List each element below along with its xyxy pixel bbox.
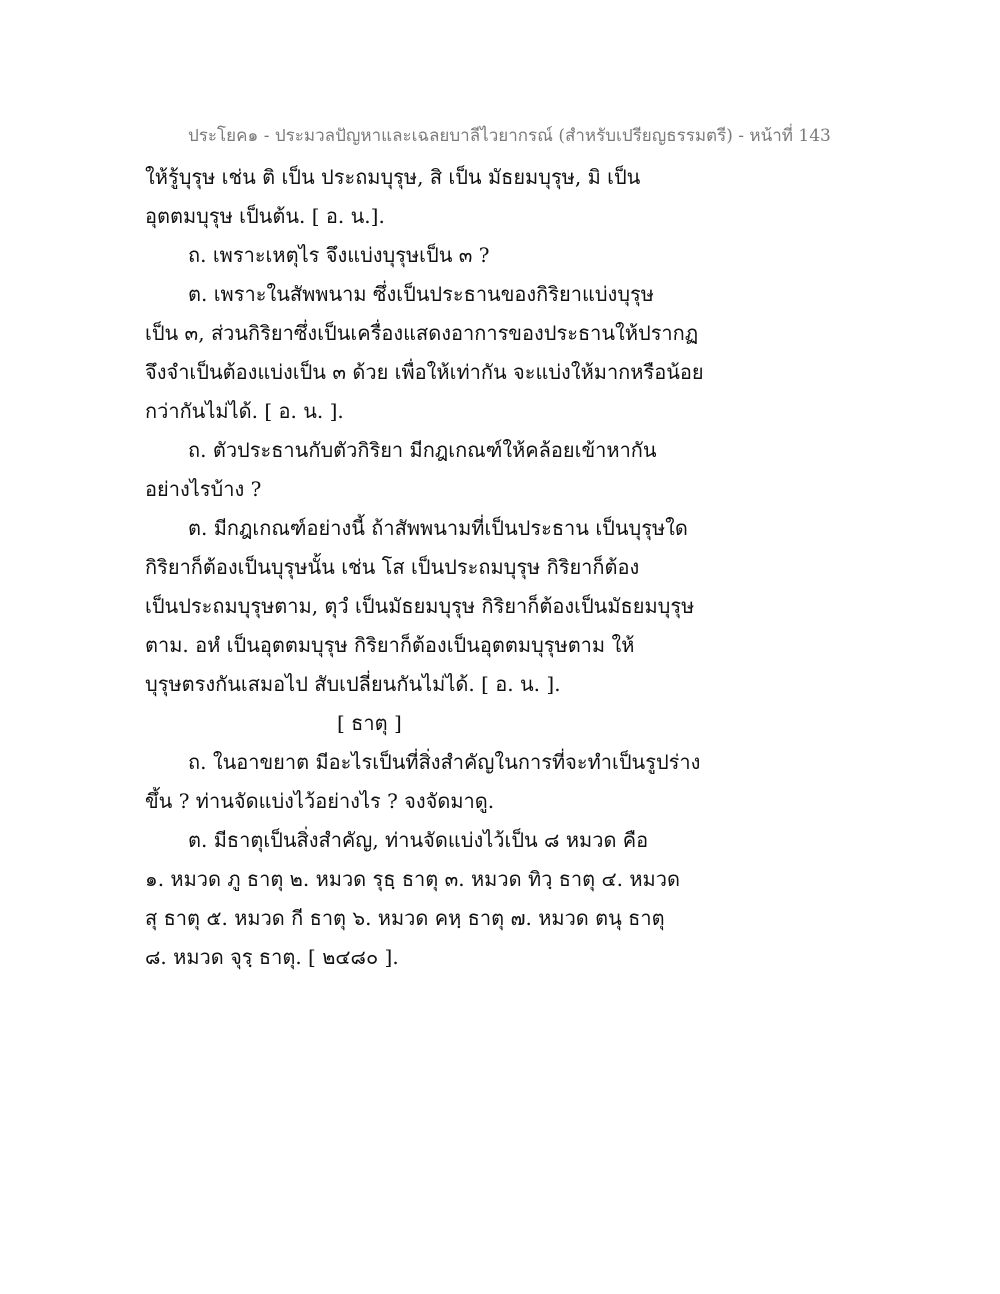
text-line: จึงจำเป็นต้องแบ่งเป็น ๓ ด้วย เพื่อให้เท่ากัน จะแบ่งให้มากหรือน้อย [145,360,704,384]
text-line: เป็นประถมบุรุษตาม, ตุวํ เป็นมัธยมบุรุษ กิริยาก็ต้องเป็นมัธยมบุรุษ [145,594,695,618]
question-line: ถ. ตัวประธานกับตัวกิริยา มีกฎเกณฑ์ให้คล้อยเข้าหากัน [188,438,657,462]
page-header: ประโยค๑ - ประมวลปัญหาและเฉลยบาลีไวยากรณ์ (สำหรับเปรียญธรรมตรี) - หน้าที่ 143 [188,126,831,146]
text-line: กิริยาก็ต้องเป็นบุรุษนั้น เช่น โส เป็นประถมบุรุษ กิริยาก็ต้อง [145,555,640,579]
answer-line: ต. เพราะในสัพพนาม ซึ่งเป็นประธานของกิริยาแบ่งบุรุษ [188,282,654,306]
text-line: สุ ธาตุ ๕. หมวด กี ธาตุ ๖. หมวด คหฺ ธาตุ ๗. หมวด ตนุ ธาตุ [145,906,665,930]
answer-line: ต. มีธาตุเป็นสิ่งสำคัญ, ท่านจัดแบ่งไว้เป็น ๘ หมวด คือ [188,828,649,852]
text-line: ๑. หมวด ภู ธาตุ ๒. หมวด รุธฺ ธาตุ ๓. หมวด ทิวฺ ธาตุ ๔. หมวด [145,867,680,891]
question-line: ถ. เพราะเหตุไร จึงแบ่งบุรุษเป็น ๓ ? [188,243,490,267]
text-line: ขึ้น ? ท่านจัดแบ่งไว้อย่างไร ? จงจัดมาดู. [145,789,495,813]
text-line: ให้รู้บุรุษ เช่น ติ เป็น ประถมบุรุษ, สิ เป็น มัธยมบุรุษ, มิ เป็น [145,165,641,189]
text-line: ตาม. อหํ เป็นอุตตมบุรุษ กิริยาก็ต้องเป็นอุตตมบุรุษตาม ให้ [145,633,635,657]
section-heading: [ ธาตุ ] [337,711,402,735]
answer-line: ต. มีกฎเกณฑ์อย่างนี้ ถ้าสัพพนามที่เป็นประธาน เป็นบุรุษใด [188,516,688,540]
question-line: ถ. ในอาขยาต มีอะไรเป็นที่สิ่งสำคัญในการที่จะทำเป็นรูปร่าง [188,750,701,774]
text-line: บุรุษตรงกันเสมอไป สับเปลี่ยนกันไม่ได้. [ อ. น. ]. [145,672,561,696]
text-line: กว่ากันไม่ได้. [ อ. น. ]. [145,399,344,423]
document-body [145,158,705,977]
text-line: ๘. หมวด จุรฺ ธาตุ. [ ๒๔๘๐ ]. [145,945,399,969]
text-line: อย่างไรบ้าง ? [145,477,262,501]
text-line: อุตตมบุรุษ เป็นต้น. [ อ. น.]. [145,204,385,228]
text-line: เป็น ๓, ส่วนกิริยาซึ่งเป็นเครื่องแสดงอาการของประธานให้ปรากฏ [145,321,699,345]
